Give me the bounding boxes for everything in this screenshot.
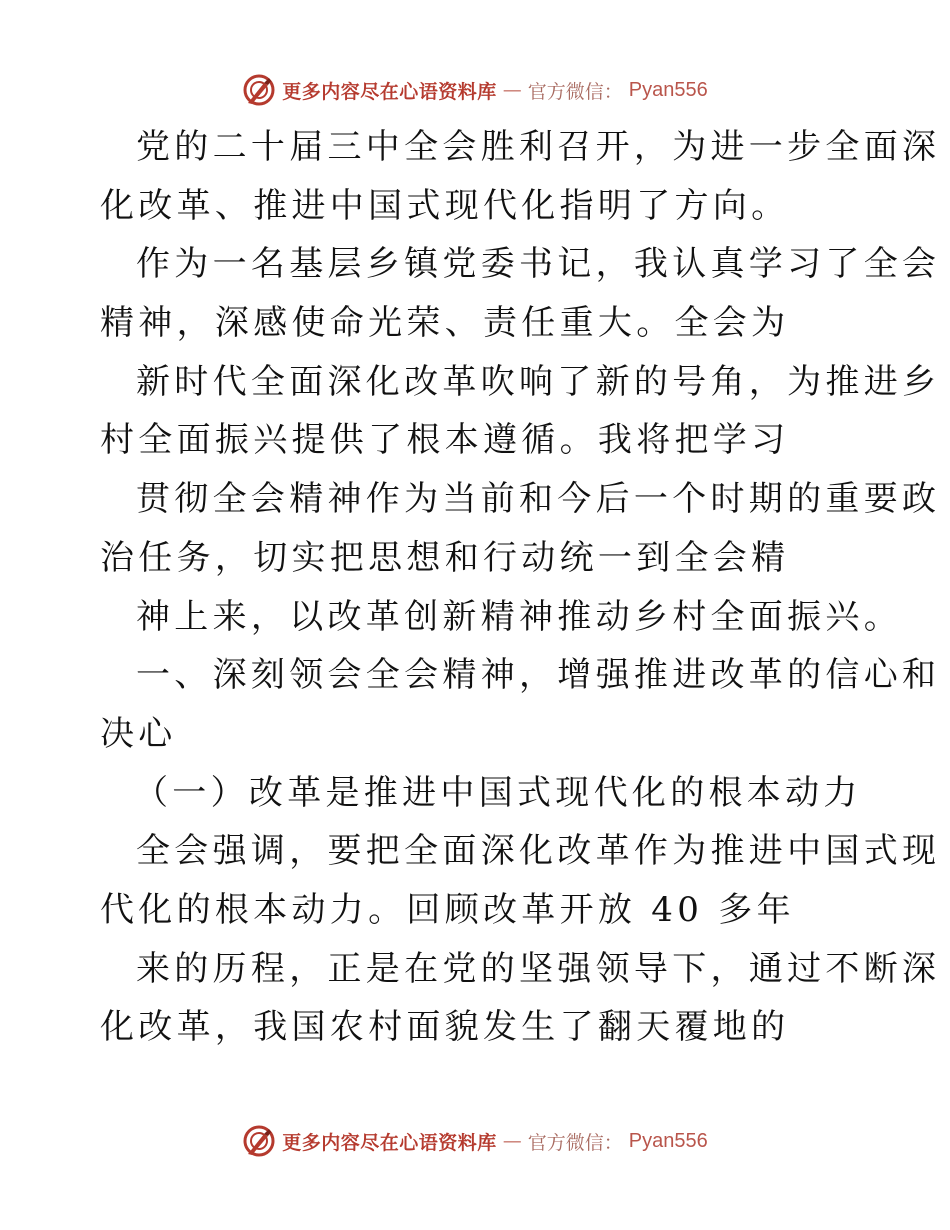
watermark-footer	[0, 1121, 950, 1161]
body-line: 治任务，切实把思想和行动统一到全会精	[100, 537, 790, 578]
document-body	[100, 118, 941, 1057]
watermark-separator: —	[502, 1130, 522, 1152]
body-line: 神上来，以改革创新精神推动乡村全面振兴。	[136, 596, 902, 637]
section-heading: 一、深刻领会全会精神，增强推进改革的信心和	[136, 655, 941, 696]
watermark-separator: —	[502, 79, 522, 101]
subsection-heading: （一）改革是推进中国式现代化的根本动力	[134, 772, 862, 813]
body-line: 党的二十届三中全会胜利召开，为进一步全面深	[136, 127, 941, 167]
pen-logo-icon	[242, 73, 276, 107]
watermark-wechat-id: Pyan556	[628, 78, 708, 101]
watermark-title: 更多内容尽在心语资料库	[282, 1131, 497, 1154]
body-line: 新时代全面深化改革吹响了新的号角，为推进乡	[136, 361, 941, 402]
body-line: 全会强调，要把全面深化改革作为推进中国式现	[136, 831, 941, 872]
body-line: 作为一名基层乡镇党委书记，我认真学习了全会	[136, 244, 941, 285]
body-line: 来的历程，正是在党的坚强领导下，通过不断深	[136, 948, 941, 989]
watermark-wechat-label: 官方微信：	[527, 1131, 623, 1154]
body-line: 村全面振兴提供了根本遵循。我将把学习	[100, 420, 790, 461]
section-heading-continued: 决心	[100, 713, 177, 754]
body-line: 代化的根本动力。回顾改革开放 40 多年	[100, 889, 795, 930]
body-line: 精神，深感使命光荣、责任重大。全会为	[100, 303, 790, 344]
watermark-wechat-id: Pyan556	[628, 1129, 708, 1152]
watermark-header	[0, 70, 950, 110]
body-line: 化改革，我国农村面貌发生了翻天覆地的	[100, 1007, 790, 1048]
body-line: 贯彻全会精神作为当前和今后一个时期的重要政	[136, 479, 941, 520]
watermark-wechat-label: 官方微信：	[527, 80, 623, 103]
watermark-title: 更多内容尽在心语资料库	[282, 80, 497, 103]
body-line: 化改革、推进中国式现代化指明了方向。	[100, 185, 790, 226]
pen-logo-icon	[242, 1124, 276, 1158]
